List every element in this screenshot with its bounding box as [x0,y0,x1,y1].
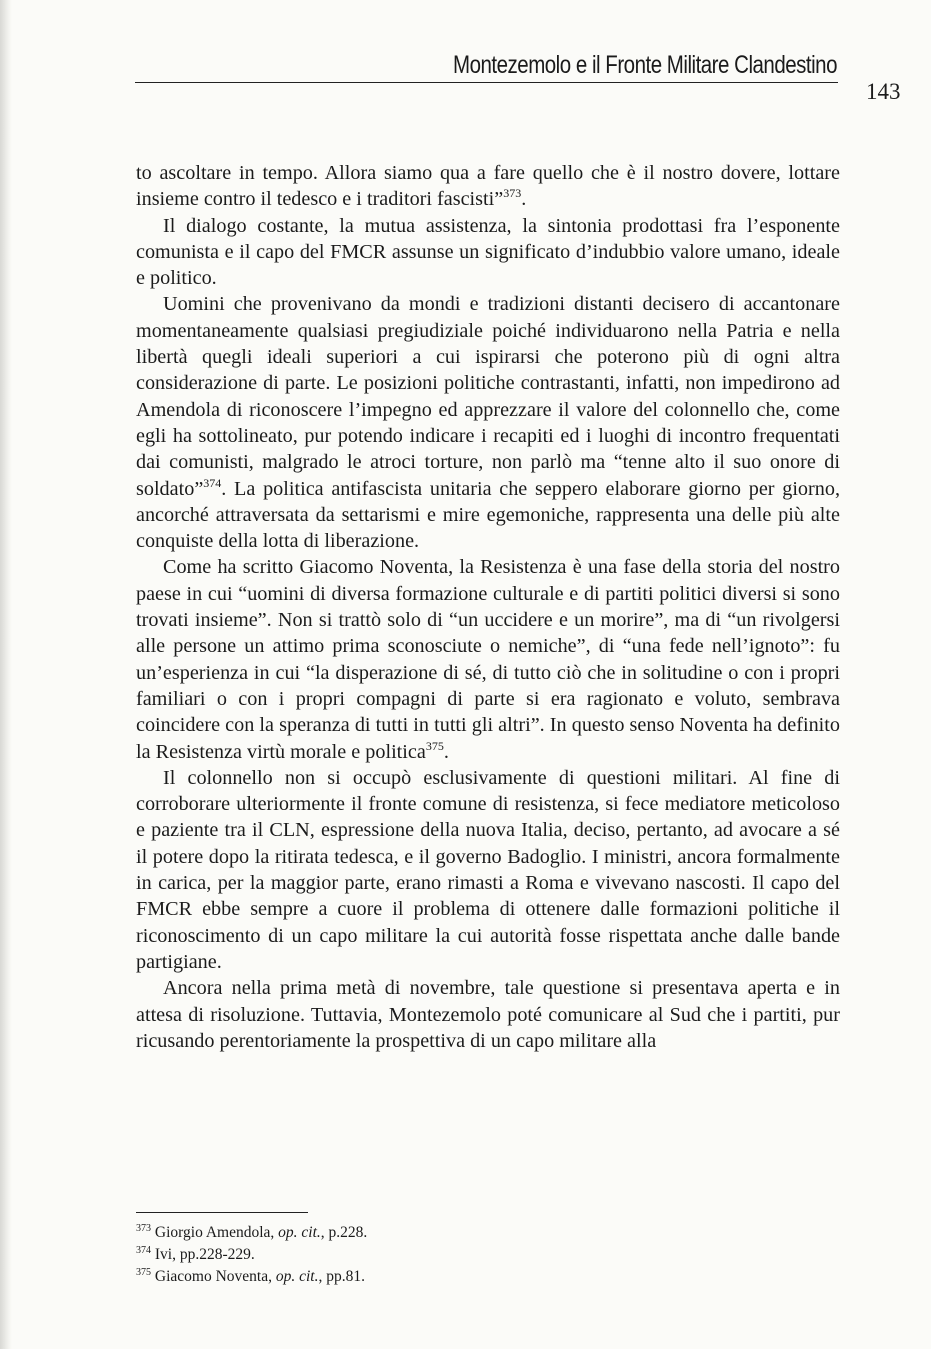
paragraph-2: Il dialogo costante, la mutua assistenza, la sintonia prodottasi fra l’esponente comunista e il capo del FMCR assunse un significato d’indubbio valore umano, ideale e politico. [136,214,840,290]
paragraph-6: Ancora nella prima metà di novembre, tale questione si presentava aperta e in attesa di risoluzione. Tuttavia, Montezemolo poté comunicare al Sud che i partiti, pur ricusando perentoriamente la prospettiva di un capo militare alla [136,977,840,1052]
footnote-373: $^{373}$ Giorgio Amendola, op. cit., p.228. [136,1223,368,1241]
paragraph-1: to ascoltare in tempo. Allora siamo qua a fare quello che è il nostro dovere, lottare insieme contro il tedesco e i traditori fascisti”$^{373}$. [136,162,840,211]
header-rule [135,82,838,83]
footnote-rule [136,1212,308,1213]
paragraph-5: Il colonnello non si occupò esclusivamente di questioni militari. Al fine di corroborare ulteriormente il fronte comune di resistenza, si fece mediatore meticoloso e paziente tra il CLN, espressione della nuova Italia, deciso, pertanto, ad avocare a sé il potere dopo la ritirata tedesca, e il governo Badoglio. I ministri, ancora formalmente in carica, per la maggior parte, erano rimasti a Roma e vivevano nascosti. Il capo del FMCR ebbe sempre a cuore il problema di ottenere dalle formazioni politiche il riconoscimento di un capo militare la cui autorità fosse rispettata anche dalle bande partigiane. [136,766,840,973]
footnote-ref-375: 375 [425,738,444,753]
footnote-ref-374: 374 [203,475,222,490]
paragraph-4: Come ha scritto Giacomo Noventa, la Resistenza è una fase della storia del nostro paese in cui “uomini di diversa formazione culturale e di partiti politici diversi si sono trovati insieme”. Non si trattò solo di “un uccidere e un morire”, ma di “un rivolgersi alle persone un attimo prima sconosciute o nemiche”, di “una fede nell’ignoto”: fu un’esperienza in cui “la disperazione di sé, di tutto ciò che in solitudine o con i propri familiari o con i propri compagni di parte si era ragionato e voluto, sembrava coincidere con la speranza di tutti in tutti gli altri”. In questo senso Noventa ha definito la Resistenza virtù morale e politica$^{375}$. [136,556,840,763]
paragraph-3: Uomini che provenivano da mondi e tradizioni distanti decisero di accantonare momentaneamente qualsiasi pregiudiziale poiché individuarono nella Patria e nella libertà quegli ideali superiori a cui ispirarsi che poterono più di ogni altra considerazione di parte. Le posizioni politiche contrastanti, infatti, non impedirono ad Amendola di riconoscere l’impegno ed apprezzare il valore del colonnello che, come egli ha sottolineato, pur potendo indicare i recapiti ed i luoghi di incontro frequentati dai comunisti, malgrado le atroci torture, non parlò ma “tenne alto il suo onore di soldato”$^{374}$. La politica antifascista unitaria che seppero elaborare giorno per giorno, ancorché attraversata da settarismi e mire egemoniche, rappresenta una delle più alte conquiste della lotta di liberazione. [136,293,840,553]
page-binding-edge [0,0,12,1349]
page-number: 143 [866,79,901,104]
body-text [136,160,840,1054]
running-head: Montezemolo e il Fronte Militare Clandestino [453,51,837,79]
footnotes [136,1222,636,1288]
footnote-ref-373: 373 [503,186,522,201]
footnote-375: $^{375}$ Giacomo Noventa, op. cit., pp.81. [136,1267,365,1285]
footnote-374: $^{374}$ Ivi, pp.228-229. [136,1245,255,1263]
